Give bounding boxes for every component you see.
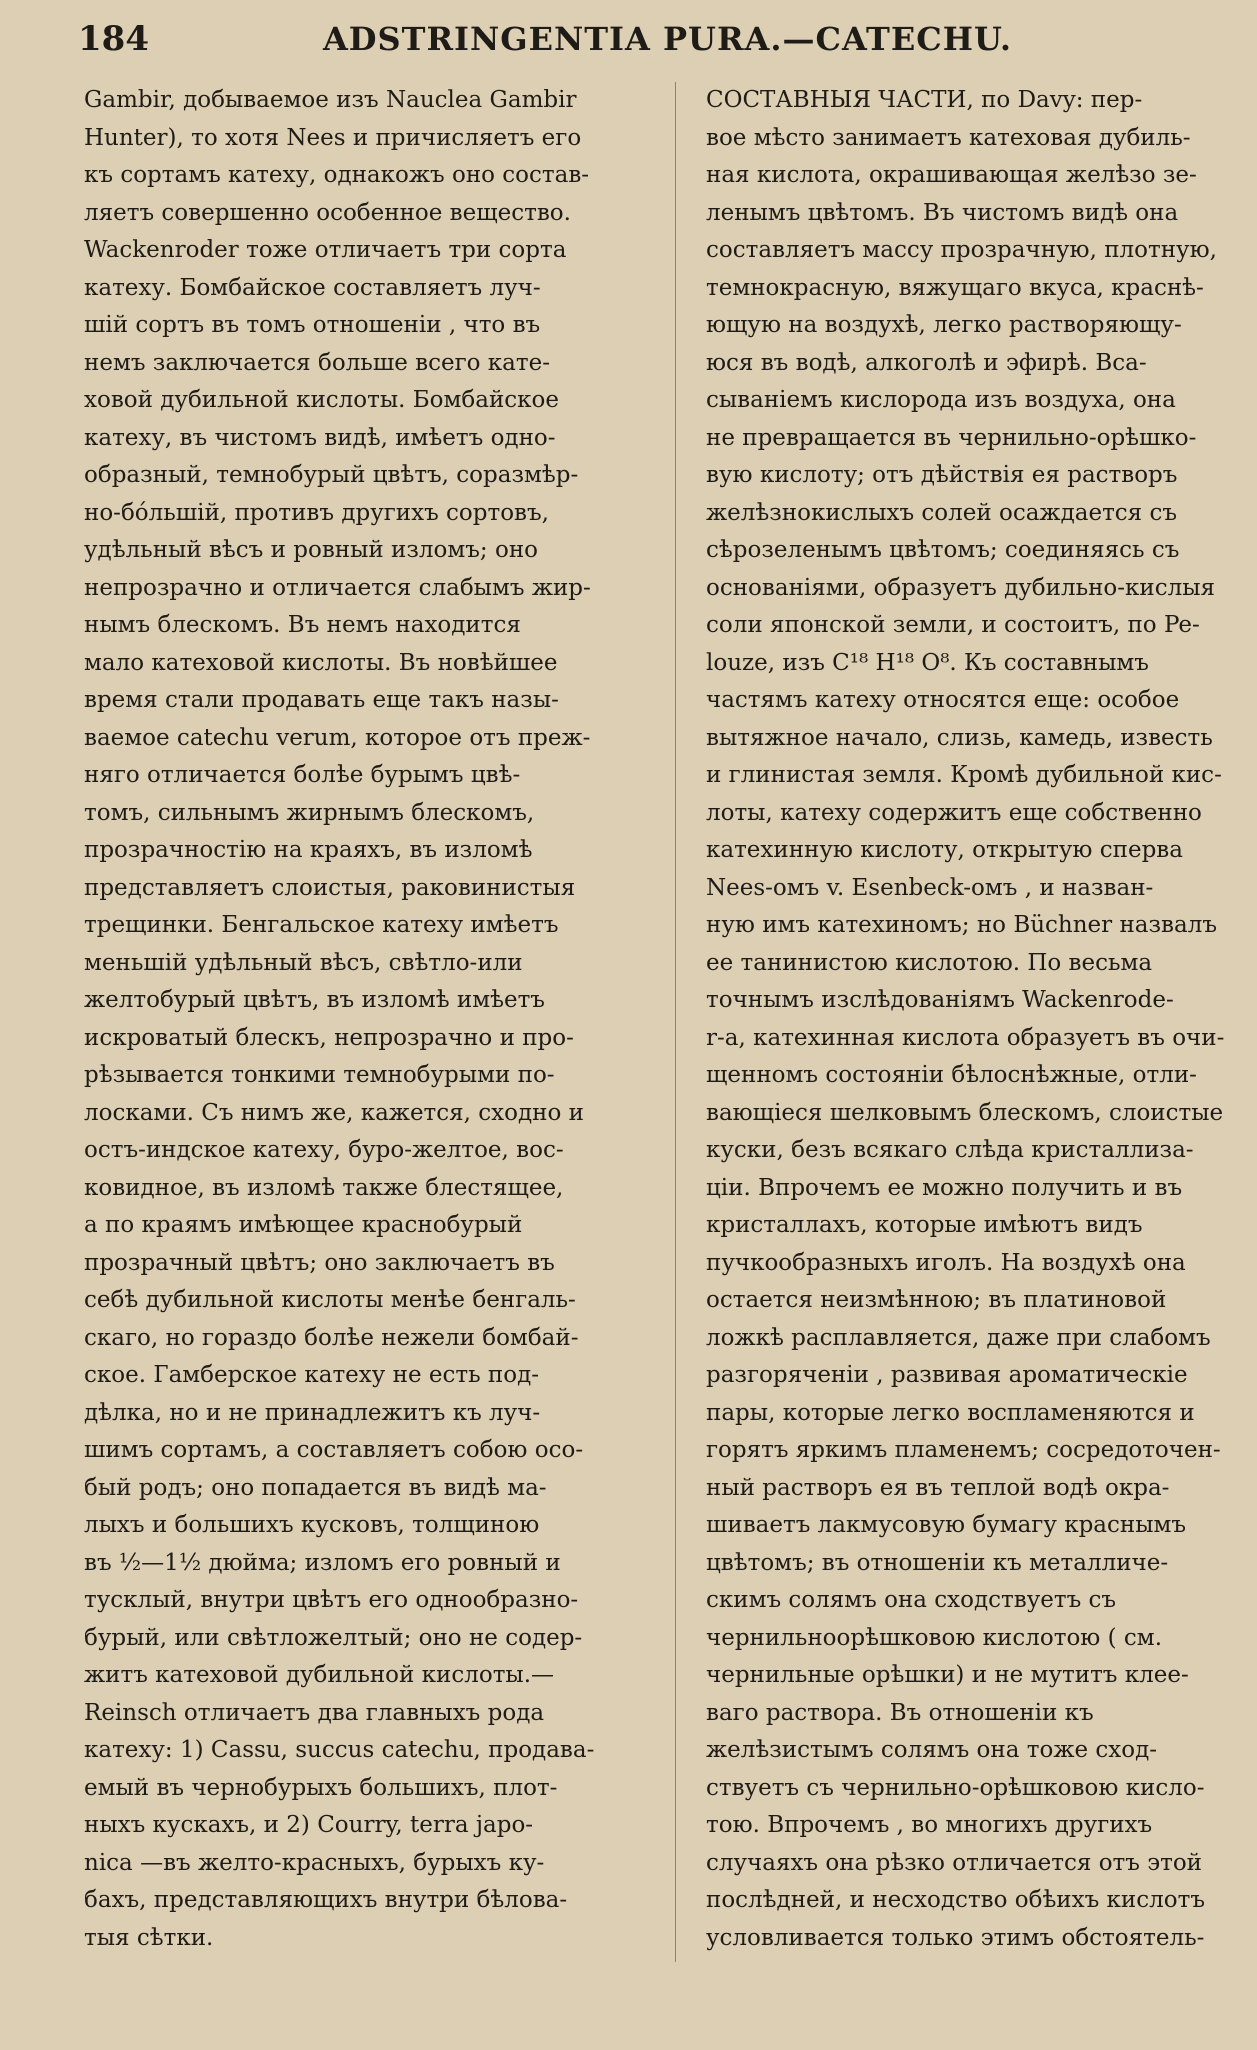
- text-line: r-a, катехинная кислота образуетъ въ очи-: [706, 1024, 1225, 1051]
- text-line: желѣзнокислыхъ солей осаждается съ: [706, 499, 1178, 526]
- text-line: лыхъ и большихъ кусковъ, толщиною: [84, 1512, 540, 1538]
- text-line: пары, которые легко воспламеняются и: [706, 1399, 1195, 1426]
- text-line: няго отличается болѣе бурымъ цвѣ-: [84, 762, 521, 788]
- text-line: остается неизмѣнною; въ платиновой: [706, 1287, 1167, 1313]
- text-line: ваго раствора. Въ отношеніи къ: [706, 1699, 1094, 1726]
- text-line: ляетъ совершенно особенное вещество.: [84, 199, 571, 226]
- text-line: ложкѣ расплавляется, даже при слабомъ: [706, 1324, 1211, 1351]
- text-line: ную имъ катехиномъ; но Büchner назвалъ: [706, 912, 1217, 938]
- text-line: частямъ катеху относятся еще: особое: [706, 687, 1180, 713]
- text-line: вытяжное начало, слизь, камедь, известь: [706, 724, 1213, 751]
- text-line: скаго, но гораздо болѣе нежели бомбай-: [84, 1324, 579, 1351]
- text-line: темнокрасную, вяжущаго вкуса, краснѣ-: [706, 274, 1204, 301]
- text-line: а по краямъ имѣющее краснобурый: [84, 1212, 523, 1238]
- text-line: сѣрозеленымъ цвѣтомъ; соединяясь съ: [706, 537, 1180, 563]
- text-line: вую кислоту; отъ дѣйствія ея растворъ: [706, 462, 1178, 488]
- text-line: бахъ, представляющихъ внутри бѣлова-: [84, 1887, 568, 1913]
- text-line: ный растворъ ея въ теплой водѣ окра-: [706, 1474, 1170, 1501]
- text-line: прозрачный цвѣтъ; оно заключаетъ въ: [84, 1249, 555, 1276]
- text-line: Hunter), то хотя Nees и причисляетъ его: [84, 124, 582, 151]
- text-line: louze, изъ C¹⁸ H¹⁸ O⁸. Къ составнымъ: [706, 649, 1149, 676]
- text-line: желѣзистымъ солямъ она тоже сход-: [706, 1737, 1158, 1763]
- text-line: ная кислота, окрашивающая желѣзо зе-: [706, 162, 1197, 188]
- text-line: СОСТАВНЫЯ ЧАСТИ, по Davy: пер-: [706, 87, 1143, 113]
- running-title: ADSTRINGENTIA PURA.—CATECHU.: [322, 20, 1013, 58]
- text-line: удѣльный вѣсъ и ровный изломъ; оно: [84, 537, 538, 563]
- text-line: случаяхъ она рѣзко отличается отъ этой: [706, 1849, 1203, 1876]
- text-line: ныхъ кускахъ, и 2) Courry, terra japo-: [84, 1812, 534, 1838]
- text-line: ваемое catechu verum, которое отъ преж-: [84, 724, 591, 751]
- text-line: бый родъ; оно попадается въ видѣ ма-: [84, 1474, 547, 1501]
- text-line: ское. Гамберское катеху не есть под-: [84, 1362, 540, 1388]
- text-line: условливается только этимъ обстоятель-: [706, 1924, 1205, 1951]
- text-line: ствуетъ съ чернильно-орѣшковою кисло-: [706, 1774, 1205, 1801]
- text-line: искроватый блескъ, непрозрачно и про-: [84, 1024, 574, 1051]
- text-line: катеху: 1) Cassu, succus catechu, продава-: [84, 1737, 595, 1763]
- text-line: остъ-индское катеху, буро-желтое, вос-: [84, 1137, 564, 1163]
- text-line: ціи. Впрочемъ ее можно получить и въ: [706, 1174, 1183, 1201]
- text-line: немъ заключается больше всего кате-: [84, 349, 550, 376]
- text-line: nica —въ желто-красныхъ, бурыхъ ку-: [84, 1849, 545, 1876]
- text-line: мало катеховой кислоты. Въ новѣйшее: [84, 649, 558, 676]
- text-line: ее танинистою кислотою. По весьма: [706, 949, 1153, 976]
- text-line: себѣ дубильной кислоты менѣе бенгаль-: [84, 1287, 576, 1313]
- right-column: [706, 82, 1257, 1957]
- text-line: къ сортамъ катеху, однакожъ оно состав-: [84, 162, 590, 188]
- text-line: точнымъ изслѣдованіямъ Wackenrode-: [706, 987, 1174, 1013]
- text-line: горятъ яркимъ пламенемъ; сосредоточен-: [706, 1437, 1221, 1463]
- text-line: послѣдней, и несходство обѣихъ кислотъ: [706, 1887, 1205, 1913]
- text-line: образный, темнобурый цвѣтъ, соразмѣр-: [84, 462, 579, 488]
- text-line: чернильноорѣшковою кислотою ( см.: [706, 1624, 1163, 1651]
- text-line: не превращается въ чернильно-орѣшко-: [706, 424, 1197, 451]
- text-line: въ ½—1½ дюйма; изломъ его ровный и: [84, 1549, 561, 1576]
- text-line: непрозрачно и отличается слабымъ жир-: [84, 574, 591, 601]
- text-line: томъ, сильнымъ жирнымъ блескомъ,: [84, 799, 535, 826]
- text-line: и глинистая земля. Кромѣ дубильной кис-: [706, 762, 1222, 788]
- text-line: Gambir, добываемое изъ Nauclea Gambir: [84, 87, 577, 113]
- text-line: катеху. Бомбайское составляетъ луч-: [84, 274, 541, 301]
- text-line: ковидное, въ изломѣ также блестящее,: [84, 1174, 564, 1201]
- text-line: прозрачностію на краяхъ, въ изломѣ: [84, 837, 533, 863]
- page-header: [78, 14, 1227, 64]
- text-line: Reinsch отличаетъ два главныхъ рода: [84, 1699, 545, 1726]
- page-number: 184: [78, 19, 149, 59]
- text-line: скимъ солямъ она сходствуетъ съ: [706, 1587, 1117, 1613]
- text-line: соли японской земли, и состоитъ, по Pe-: [706, 612, 1200, 638]
- text-line: катеху, въ чистомъ видѣ, имѣетъ одно-: [84, 424, 556, 451]
- left-column: [84, 82, 644, 1957]
- text-line: куски, безъ всякаго слѣда кристаллиза-: [706, 1137, 1194, 1163]
- text-line: шиваетъ лакмусовую бумагу краснымъ: [706, 1512, 1187, 1538]
- text-line: вое мѣсто занимаетъ катеховая дубиль-: [706, 124, 1191, 151]
- text-line: юся въ водѣ, алкоголѣ и эфирѣ. Вса-: [706, 349, 1147, 376]
- text-line: бурый, или свѣтложелтый; оно не содер-: [84, 1624, 583, 1651]
- text-line: желтобурый цвѣтъ, въ изломѣ имѣетъ: [84, 987, 545, 1013]
- text-line: Nees-омъ v. Esenbeck-омъ , и назван-: [706, 874, 1154, 901]
- text-line: тусклый, внутри цвѣтъ его однообразно-: [84, 1587, 579, 1613]
- text-line: время стали продавать еще такъ назы-: [84, 687, 559, 713]
- text-line: ющую на воздухѣ, легко растворяющу-: [706, 312, 1182, 338]
- text-line: цвѣтомъ; въ отношеніи къ металличе-: [706, 1549, 1169, 1576]
- text-line: разгоряченіи , развивая ароматическіе: [706, 1362, 1188, 1388]
- text-line: дѣлка, но и не принадлежитъ къ луч-: [84, 1399, 541, 1426]
- text-line: сываніемъ кислорода изъ воздуха, она: [706, 387, 1176, 413]
- text-line: лоты, катеху содержитъ еще собственно: [706, 799, 1202, 826]
- text-line: шій сортъ въ томъ отношеніи , что въ: [84, 312, 541, 338]
- text-line: ленымъ цвѣтомъ. Въ чистомъ видѣ она: [706, 199, 1179, 226]
- column-divider: [675, 82, 676, 1962]
- text-line: трещинки. Бенгальское катеху имѣетъ: [84, 912, 559, 938]
- text-line: составляетъ массу прозрачную, плотную,: [706, 237, 1217, 263]
- text-line: кристаллахъ, которые имѣютъ видъ: [706, 1212, 1143, 1238]
- text-line: житъ катеховой дубильной кислоты.—: [84, 1662, 555, 1688]
- text-line: катехинную кислоту, открытую сперва: [706, 837, 1183, 863]
- text-line: чернильные орѣшки) и не мутитъ клее-: [706, 1662, 1189, 1688]
- text-line: щенномъ состояніи бѣлоснѣжные, отли-: [706, 1062, 1197, 1088]
- text-line: нымъ блескомъ. Въ немъ находится: [84, 612, 521, 638]
- text-line: Wackenroder тоже отличаетъ три сорта: [84, 237, 567, 263]
- text-line: тою. Впрочемъ , во многихъ другихъ: [706, 1812, 1153, 1838]
- text-line: представляетъ слоистыя, раковинистыя: [84, 874, 576, 901]
- text-line: шимъ сортамъ, а составляетъ собою осо-: [84, 1437, 584, 1463]
- text-line: но-бóльшій, противъ другихъ сортовъ,: [84, 499, 549, 526]
- text-line: основаніями, образуетъ дубильно-кислыя: [706, 574, 1216, 601]
- text-line: лосками. Съ нимъ же, кажется, сходно и: [84, 1099, 584, 1126]
- text-line: рѣзывается тонкими темнобурыми по-: [84, 1062, 555, 1088]
- text-line: тыя сѣтки.: [84, 1924, 214, 1951]
- text-line: емый въ чернобурыхъ большихъ, плот-: [84, 1774, 558, 1801]
- text-line: ховой дубильной кислоты. Бомбайское: [84, 387, 560, 413]
- text-line: пучкообразныхъ иголъ. На воздухѣ она: [706, 1249, 1186, 1276]
- text-line: вающіеся шелковымъ блескомъ, слоистые: [706, 1099, 1224, 1126]
- text-line: меньшій удѣльный вѣсъ, свѣтло-или: [84, 949, 523, 976]
